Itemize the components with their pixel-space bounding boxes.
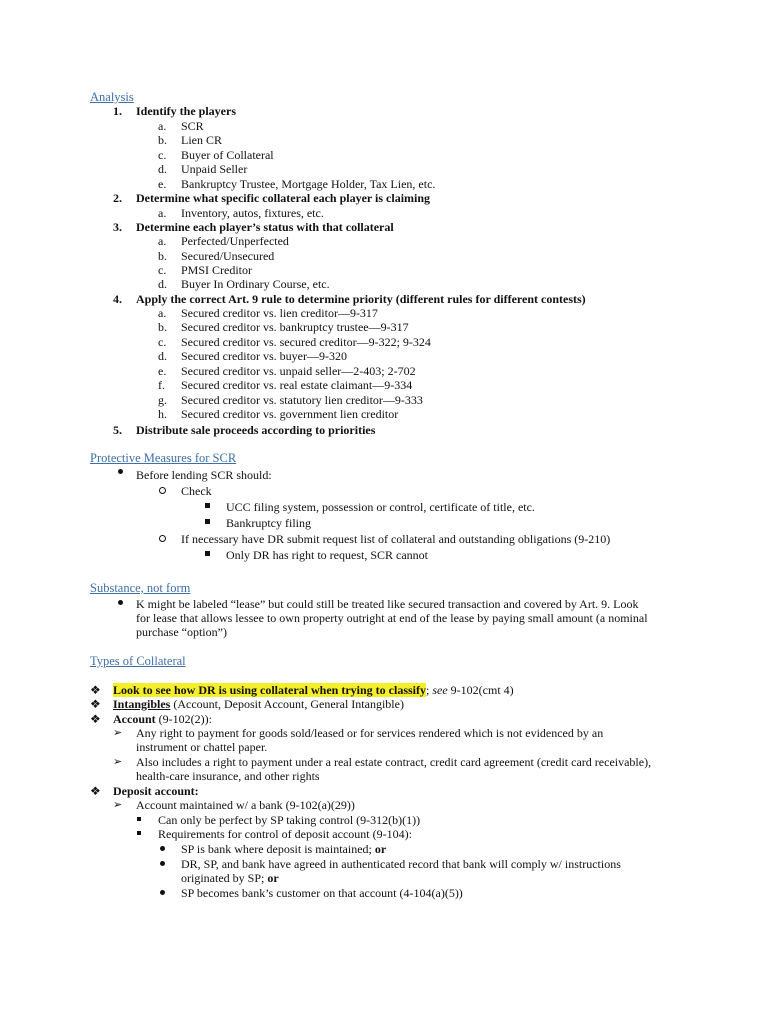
step-1-item-e: Bankruptcy Trustee, Mortgage Holder, Tax Lien, etc. (181, 177, 436, 191)
step-3-text: Determine each player’s status with that collateral (136, 220, 394, 234)
deposit-req-2-line-2 (181, 871, 279, 885)
step-3-number: 3. (113, 220, 122, 234)
step-4-item-c-letter: c. (158, 335, 167, 349)
look-separator: ; (426, 683, 433, 697)
step-3-item-d: Buyer In Ordinary Course, etc. (181, 277, 330, 291)
check-item-bankruptcy: Bankruptcy filing (226, 516, 311, 530)
substance-line-3: purchase “option”) (136, 625, 227, 639)
diamond-bullet-icon: ❖ (90, 697, 101, 711)
substance-line-1: K might be labeled “lease” but could still be treated like secured transaction and covered by Art. 9. Look (136, 597, 639, 611)
step-1-item-c: Buyer of Collateral (181, 148, 274, 162)
step-3-item-c-letter: c. (158, 263, 167, 277)
square-bullet-icon (137, 817, 141, 821)
bullet-dot-icon (160, 890, 165, 895)
step-3-item-a: Perfected/Unperfected (181, 234, 289, 248)
step-1-text: Identify the players (136, 104, 236, 118)
deposit-req-2-line-1: DR, SP, and bank have agreed in authenticated record that bank will comply w/ instructions (181, 857, 621, 871)
step-2-text: Determine what specific collateral each player is claiming (136, 191, 431, 205)
step-4-item-g-letter: g. (158, 393, 167, 407)
account-label: Account (113, 712, 156, 726)
arrow-bullet-icon: ➢ (113, 727, 123, 739)
account-arrow-2-line-1: Also includes a right to payment under a real estate contract, credit card agreement (credit card receivable), (136, 755, 652, 769)
deposit-label: Deposit account: (113, 784, 199, 798)
step-5-number: 5. (113, 423, 122, 437)
step-4-number: 4. (113, 292, 122, 306)
step-4-item-h: Secured creditor vs. government lien creditor (181, 407, 399, 421)
deposit-req-1-text: SP is bank where deposit is maintained; (181, 842, 375, 856)
step-4-item-e-letter: e. (158, 364, 167, 378)
step-1-item-d-letter: d. (158, 162, 167, 176)
look-highlight: Look to see how DR is using collateral when trying to classify (113, 683, 426, 697)
step-3-item-c: PMSI Creditor (181, 263, 253, 277)
step-4-item-b: Secured creditor vs. bankruptcy trustee—9-317 (181, 320, 409, 334)
account-arrow-1-line-1: Any right to payment for goods sold/leased or for services rendered which is not evidenced by an (136, 726, 604, 740)
step-1-item-e-letter: e. (158, 177, 167, 191)
step-3-item-d-letter: d. (158, 277, 167, 291)
square-bullet-icon (205, 503, 210, 508)
substance-heading: Substance, not form (90, 581, 191, 595)
step-1-item-d: Unpaid Seller (181, 162, 248, 176)
account-rest: (9-102(2)): (155, 712, 212, 726)
step-4-item-a-letter: a. (158, 306, 167, 320)
check-item-ucc: UCC filing system, possession or control, certificate of title, etc. (226, 500, 535, 514)
deposit-req-3: SP becomes bank’s customer on that account (4-104(a)(5)) (181, 886, 463, 900)
deposit-arrow: Account maintained w/ a bank (9-102(a)(29)) (136, 798, 355, 812)
substance-line-2: for lease that allows lessee to own property outright at end of the lease by paying small amount (a nominal (136, 611, 648, 625)
bullet-dot-icon (118, 600, 123, 605)
step-1-item-b-letter: b. (158, 133, 167, 147)
square-bullet-icon (137, 831, 141, 835)
analysis-heading: Analysis (90, 90, 134, 104)
protective-heading: Protective Measures for SCR (90, 451, 237, 465)
intangibles-line (113, 697, 404, 711)
step-4-item-h-letter: h. (158, 407, 167, 421)
step-4-item-b-letter: b. (158, 320, 167, 334)
deposit-square-2: Requirements for control of deposit account (9-104): (158, 827, 412, 841)
types-heading: Types of Collateral (90, 654, 186, 668)
account-arrow-2-line-2: health-care insurance, and other rights (136, 769, 320, 783)
deposit-req-1-or: or (374, 842, 387, 856)
look-see: see (432, 683, 448, 697)
step-3-item-b-letter: b. (158, 249, 167, 263)
open-circle-icon (159, 487, 166, 494)
arrow-bullet-icon: ➢ (113, 799, 123, 811)
step-1-item-c-letter: c. (158, 148, 167, 162)
step-4-item-c: Secured creditor vs. secured creditor—9-322; 9-324 (181, 335, 431, 349)
step-1-item-a: SCR (181, 119, 204, 133)
step-1-item-a-letter: a. (158, 119, 167, 133)
square-bullet-icon (205, 551, 210, 556)
diamond-bullet-icon: ❖ (90, 784, 101, 798)
step-4-item-g: Secured creditor vs. statutory lien creditor—9-333 (181, 393, 423, 407)
step-4-item-e: Secured creditor vs. unpaid seller—2-403; 2-702 (181, 364, 416, 378)
protective-bullet: Before lending SCR should: (136, 468, 272, 482)
diamond-bullet-icon: ❖ (90, 712, 101, 726)
step-4-item-f: Secured creditor vs. real estate claimant—9-334 (181, 378, 413, 392)
check-label: Check (181, 484, 212, 498)
step-5-text: Distribute sale proceeds according to priorities (136, 423, 376, 437)
step-2-number: 2. (113, 191, 122, 205)
intangibles-rest: (Account, Deposit Account, General Intangible) (170, 697, 404, 711)
deposit-req-1 (181, 842, 386, 856)
diamond-bullet-icon: ❖ (90, 683, 101, 697)
step-1-item-b: Lien CR (181, 133, 222, 147)
open-circle-icon (159, 535, 166, 542)
step-2-item-a-letter: a. (158, 206, 167, 220)
bullet-dot-icon (118, 469, 123, 474)
step-4-item-f-letter: f. (158, 378, 165, 392)
account-arrow-1-line-2: instrument or chattel paper. (136, 740, 268, 754)
bullet-dot-icon (160, 846, 165, 851)
step-4-item-d-letter: d. (158, 349, 167, 363)
account-line (113, 712, 212, 726)
look-line (113, 683, 514, 697)
square-bullet-icon (205, 519, 210, 524)
step-3-item-b: Secured/Unsecured (181, 249, 275, 263)
request-item: Only DR has right to request, SCR cannot (226, 548, 428, 562)
bullet-dot-icon (160, 861, 165, 866)
request-text: If necessary have DR submit request list of collateral and outstanding obligations (9-210) (181, 532, 611, 546)
look-rest: 9-102(cmt 4) (447, 683, 514, 697)
step-4-item-a: Secured creditor vs. lien creditor—9-317 (181, 306, 378, 320)
step-4-text: Apply the correct Art. 9 rule to determine priority (different rules for different contests) (136, 292, 586, 306)
deposit-req-2-text: originated by SP; (181, 871, 268, 885)
deposit-square-1: Can only be perfect by SP taking control (9-312(b)(1)) (158, 813, 421, 827)
step-3-item-a-letter: a. (158, 234, 167, 248)
step-2-item-a: Inventory, autos, fixtures, etc. (181, 206, 324, 220)
step-1-number: 1. (113, 104, 122, 118)
arrow-bullet-icon: ➢ (113, 756, 123, 768)
intangibles-label: Intangibles (113, 697, 171, 711)
step-4-item-d: Secured creditor vs. buyer—9-320 (181, 349, 347, 363)
deposit-req-2-or: or (267, 871, 279, 885)
